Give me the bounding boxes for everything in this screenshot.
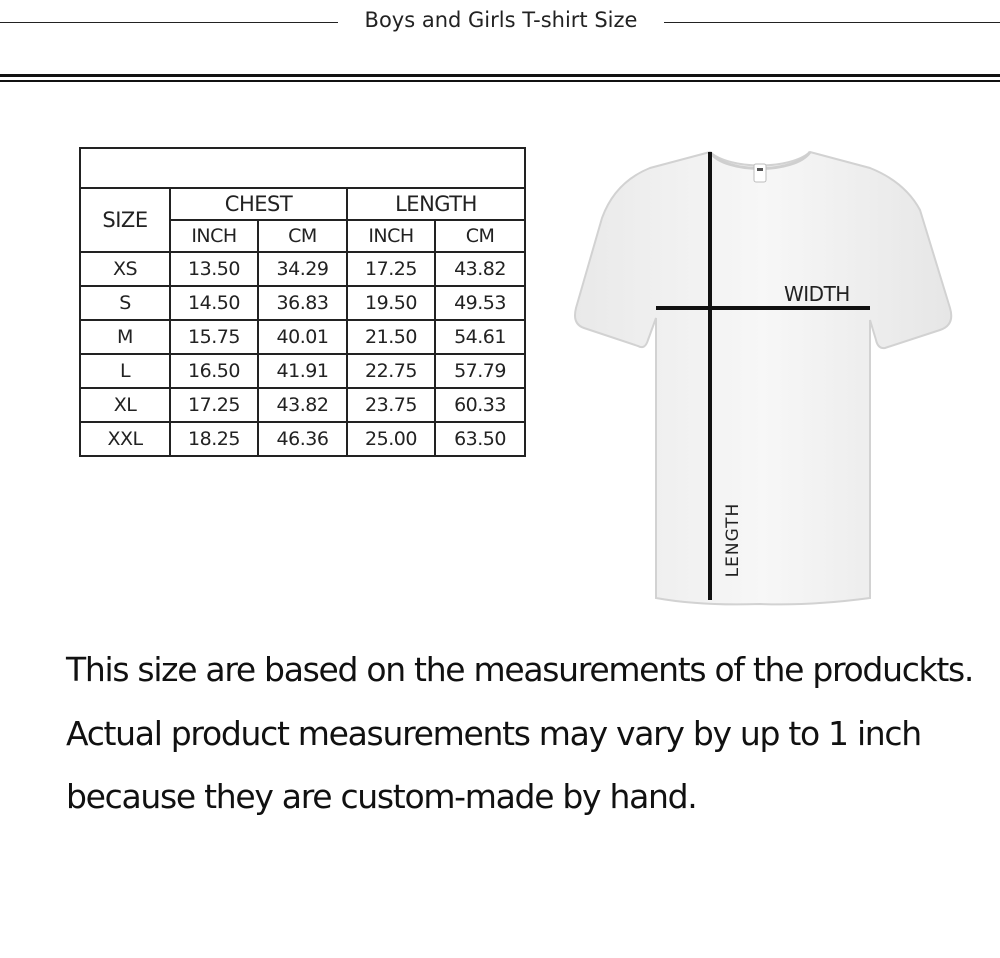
table-row (80, 388, 525, 422)
size-cell: L (80, 354, 170, 388)
note-line-1: This size are based on the measurements of the produckts. (66, 650, 974, 689)
length-cm-cell: 54.61 (435, 320, 525, 354)
unit-header-chest-inch: INCH (170, 220, 258, 252)
length-inch-cell: 19.50 (347, 286, 435, 320)
header-rule-left (0, 22, 338, 23)
note-line-2: Actual product measurements may vary by up to 1 inch (66, 714, 921, 753)
tshirt-icon (560, 140, 960, 610)
header-rule-right (664, 22, 1000, 23)
length-inch-cell: 21.50 (347, 320, 435, 354)
chest-inch-cell: 18.25 (170, 422, 258, 456)
chest-inch-cell: 16.50 (170, 354, 258, 388)
table-row (80, 354, 525, 388)
unit-header-length-inch: INCH (347, 220, 435, 252)
length-cm-cell: 43.82 (435, 252, 525, 286)
width-label: WIDTH (784, 282, 850, 306)
size-cell: XS (80, 252, 170, 286)
table-group-header-row (80, 188, 525, 220)
size-cell: M (80, 320, 170, 354)
table-row (80, 320, 525, 354)
note-line-3: because they are custom-made by hand. (66, 777, 697, 816)
size-table (79, 147, 526, 457)
chest-cm-cell: 41.91 (258, 354, 347, 388)
chest-cm-cell: 36.83 (258, 286, 347, 320)
tshirt-diagram (560, 140, 960, 610)
size-cell: S (80, 286, 170, 320)
table-blank-row (80, 148, 525, 188)
table-blank-cell (80, 148, 525, 188)
length-inch-cell: 17.25 (347, 252, 435, 286)
chest-cm-cell: 46.36 (258, 422, 347, 456)
length-label: LENGTH (723, 502, 743, 578)
table-row (80, 252, 525, 286)
tshirt-tag (754, 164, 766, 182)
length-inch-cell: 22.75 (347, 354, 435, 388)
table-row (80, 422, 525, 456)
length-group-header: LENGTH (347, 188, 525, 220)
chest-cm-cell: 43.82 (258, 388, 347, 422)
chest-inch-cell: 14.50 (170, 286, 258, 320)
length-cm-cell: 57.79 (435, 354, 525, 388)
length-cm-cell: 63.50 (435, 422, 525, 456)
tshirt-body (575, 152, 951, 604)
chest-cm-cell: 40.01 (258, 320, 347, 354)
chest-inch-cell: 17.25 (170, 388, 258, 422)
length-inch-cell: 25.00 (347, 422, 435, 456)
page-title: Boys and Girls T-shirt Size (364, 8, 638, 32)
chest-cm-cell: 34.29 (258, 252, 347, 286)
length-inch-cell: 23.75 (347, 388, 435, 422)
chest-group-header: CHEST (170, 188, 347, 220)
chest-inch-cell: 13.50 (170, 252, 258, 286)
size-cell: XXL (80, 422, 170, 456)
unit-header-length-cm: CM (435, 220, 525, 252)
table-row (80, 286, 525, 320)
size-column-header: SIZE (80, 188, 170, 252)
chest-inch-cell: 15.75 (170, 320, 258, 354)
unit-header-chest-cm: CM (258, 220, 347, 252)
header-double-rule (0, 74, 1000, 83)
size-cell: XL (80, 388, 170, 422)
length-cm-cell: 60.33 (435, 388, 525, 422)
length-cm-cell: 49.53 (435, 286, 525, 320)
